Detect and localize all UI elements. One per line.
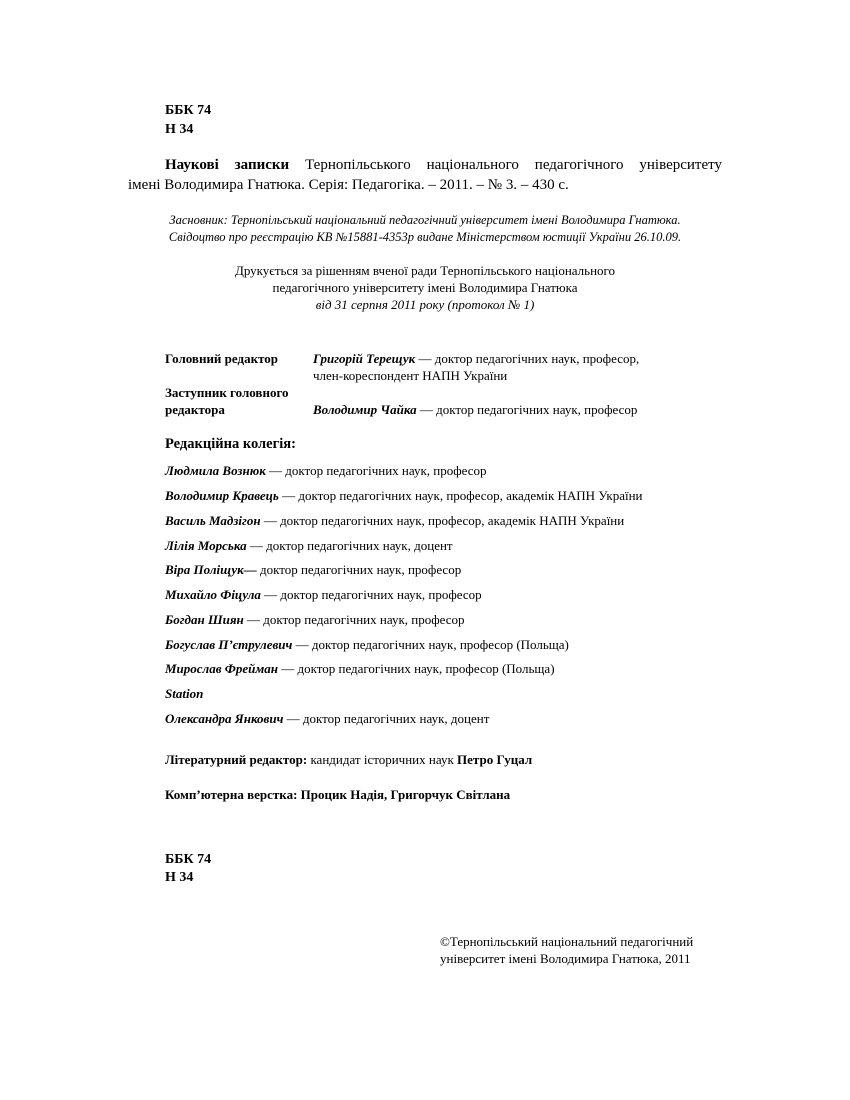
- board-member: [165, 685, 203, 702]
- member-name: Station: [165, 686, 204, 701]
- layout-credit: Комп’ютерна верстка: Процик Надія, Григорчук Світлана: [165, 787, 511, 802]
- member-desc: — доктор педагогічних наук, професор: [265, 463, 487, 478]
- chief-editor-value: [313, 350, 733, 384]
- board-member: [165, 561, 461, 578]
- member-name: Мирослав Фрейман: [165, 661, 278, 676]
- member-desc: — доктор педагогічних наук, професор: [260, 587, 482, 602]
- publication-decision: [128, 262, 722, 313]
- member-name: Богуслав П’єтрулевич: [165, 637, 293, 652]
- journal-title: Наукові записки: [165, 157, 290, 173]
- member-desc: — доктор педагогічних наук, професор: [243, 612, 465, 627]
- registration-line: Свідоцтво про реєстрацію КВ №15881-4353р видане Міністерством юстиції України 26.10.09.: [168, 230, 682, 244]
- deputy-editor-value: [313, 401, 733, 418]
- chief-editor-name: Григорій Терещук: [313, 351, 416, 366]
- board-member: [165, 636, 569, 653]
- copyright: [440, 933, 693, 967]
- deputy-editor-label: [165, 384, 310, 418]
- member-desc: — доктор педагогічних наук, професор (Польща): [292, 637, 569, 652]
- chief-editor-desc-2: член-кореспондент НАПН України: [313, 368, 508, 383]
- member-desc: — доктор педагогічних наук, доцент: [283, 711, 490, 726]
- board-member: [165, 487, 643, 504]
- member-name: Лілія Морська: [165, 538, 247, 553]
- member-desc: — доктор педагогічних наук, професор, академік НАПН України: [278, 488, 643, 503]
- member-name: Олександра Янкович: [165, 711, 284, 726]
- chief-editor-label: Головний редактор: [165, 351, 279, 366]
- bbk-code-top: ББК 74: [165, 103, 212, 118]
- citation-line1: Тернопільського національного педагогічного університету: [305, 157, 723, 173]
- deputy-editor-desc: — доктор педагогічних наук, професор: [416, 402, 638, 417]
- member-name: Михайло Фіцула: [165, 587, 261, 602]
- member-desc: — доктор педагогічних наук, професор (Польща): [277, 661, 555, 676]
- editorial-board-title: Редакційна колегія:: [165, 436, 296, 452]
- decision-line-3: від 31 серпня 2011 року (протокол № 1): [315, 297, 535, 312]
- board-member: [165, 611, 465, 628]
- member-name: Віра Поліщук—: [165, 562, 257, 577]
- board-member: [165, 462, 487, 479]
- member-name: Василь Мадзігон: [165, 513, 261, 528]
- member-name: Богдан Шиян: [165, 612, 244, 627]
- decision-line-2: педагогічного університету імені Володимира Гнатюка: [272, 280, 578, 295]
- citation-line2: імені Володимира Гнатюка. Серія: Педагогіка. – 2011. – № 3. – 430 с.: [128, 177, 569, 193]
- citation: [128, 155, 850, 195]
- bbk-index-top: Н 34: [165, 122, 194, 137]
- founder-line: Засновник: Тернопільський національний педагогічний університет імені Володимира Гнатюка.: [169, 213, 681, 227]
- deputy-editor-row: [165, 384, 725, 420]
- deputy-editor-name: Володимир Чайка: [313, 402, 417, 417]
- deputy-label-line-2: редактора: [165, 402, 225, 417]
- member-name: Людмила Вознюк: [165, 463, 266, 478]
- chief-editor-desc: — доктор педагогічних наук, професор,: [415, 351, 640, 366]
- member-desc: доктор педагогічних наук, професор: [256, 562, 462, 577]
- literary-editor: [165, 751, 532, 768]
- board-member: [165, 710, 489, 727]
- board-member: [165, 537, 453, 554]
- bbk-code-bottom: ББК 74: [165, 852, 212, 867]
- founder-info: [128, 212, 722, 246]
- member-desc: — доктор педагогічних наук, доцент: [246, 538, 453, 553]
- member-desc: — доктор педагогічних наук, професор, академік НАПН України: [260, 513, 625, 528]
- copyright-line-1: ©Тернопільський національний педагогічний: [440, 934, 694, 949]
- decision-line-1: Друкується за рішенням вченої ради Тернопільського національного: [234, 263, 616, 278]
- board-member: [165, 512, 624, 529]
- deputy-label-line-1: Заступник головного: [165, 385, 289, 400]
- bbk-index-bottom: Н 34: [165, 870, 194, 885]
- literary-editor-label: Літературний редактор:: [165, 752, 308, 767]
- chief-editor-row: [165, 350, 725, 386]
- literary-editor-name: Петро Гуцал: [457, 752, 533, 767]
- literary-editor-text: кандидат історичних наук: [307, 752, 458, 767]
- board-member: [165, 660, 555, 677]
- member-name: Володимир Кравець: [165, 488, 279, 503]
- board-member: [165, 586, 482, 603]
- copyright-line-2: університет імені Володимира Гнатюка, 2011: [440, 951, 691, 966]
